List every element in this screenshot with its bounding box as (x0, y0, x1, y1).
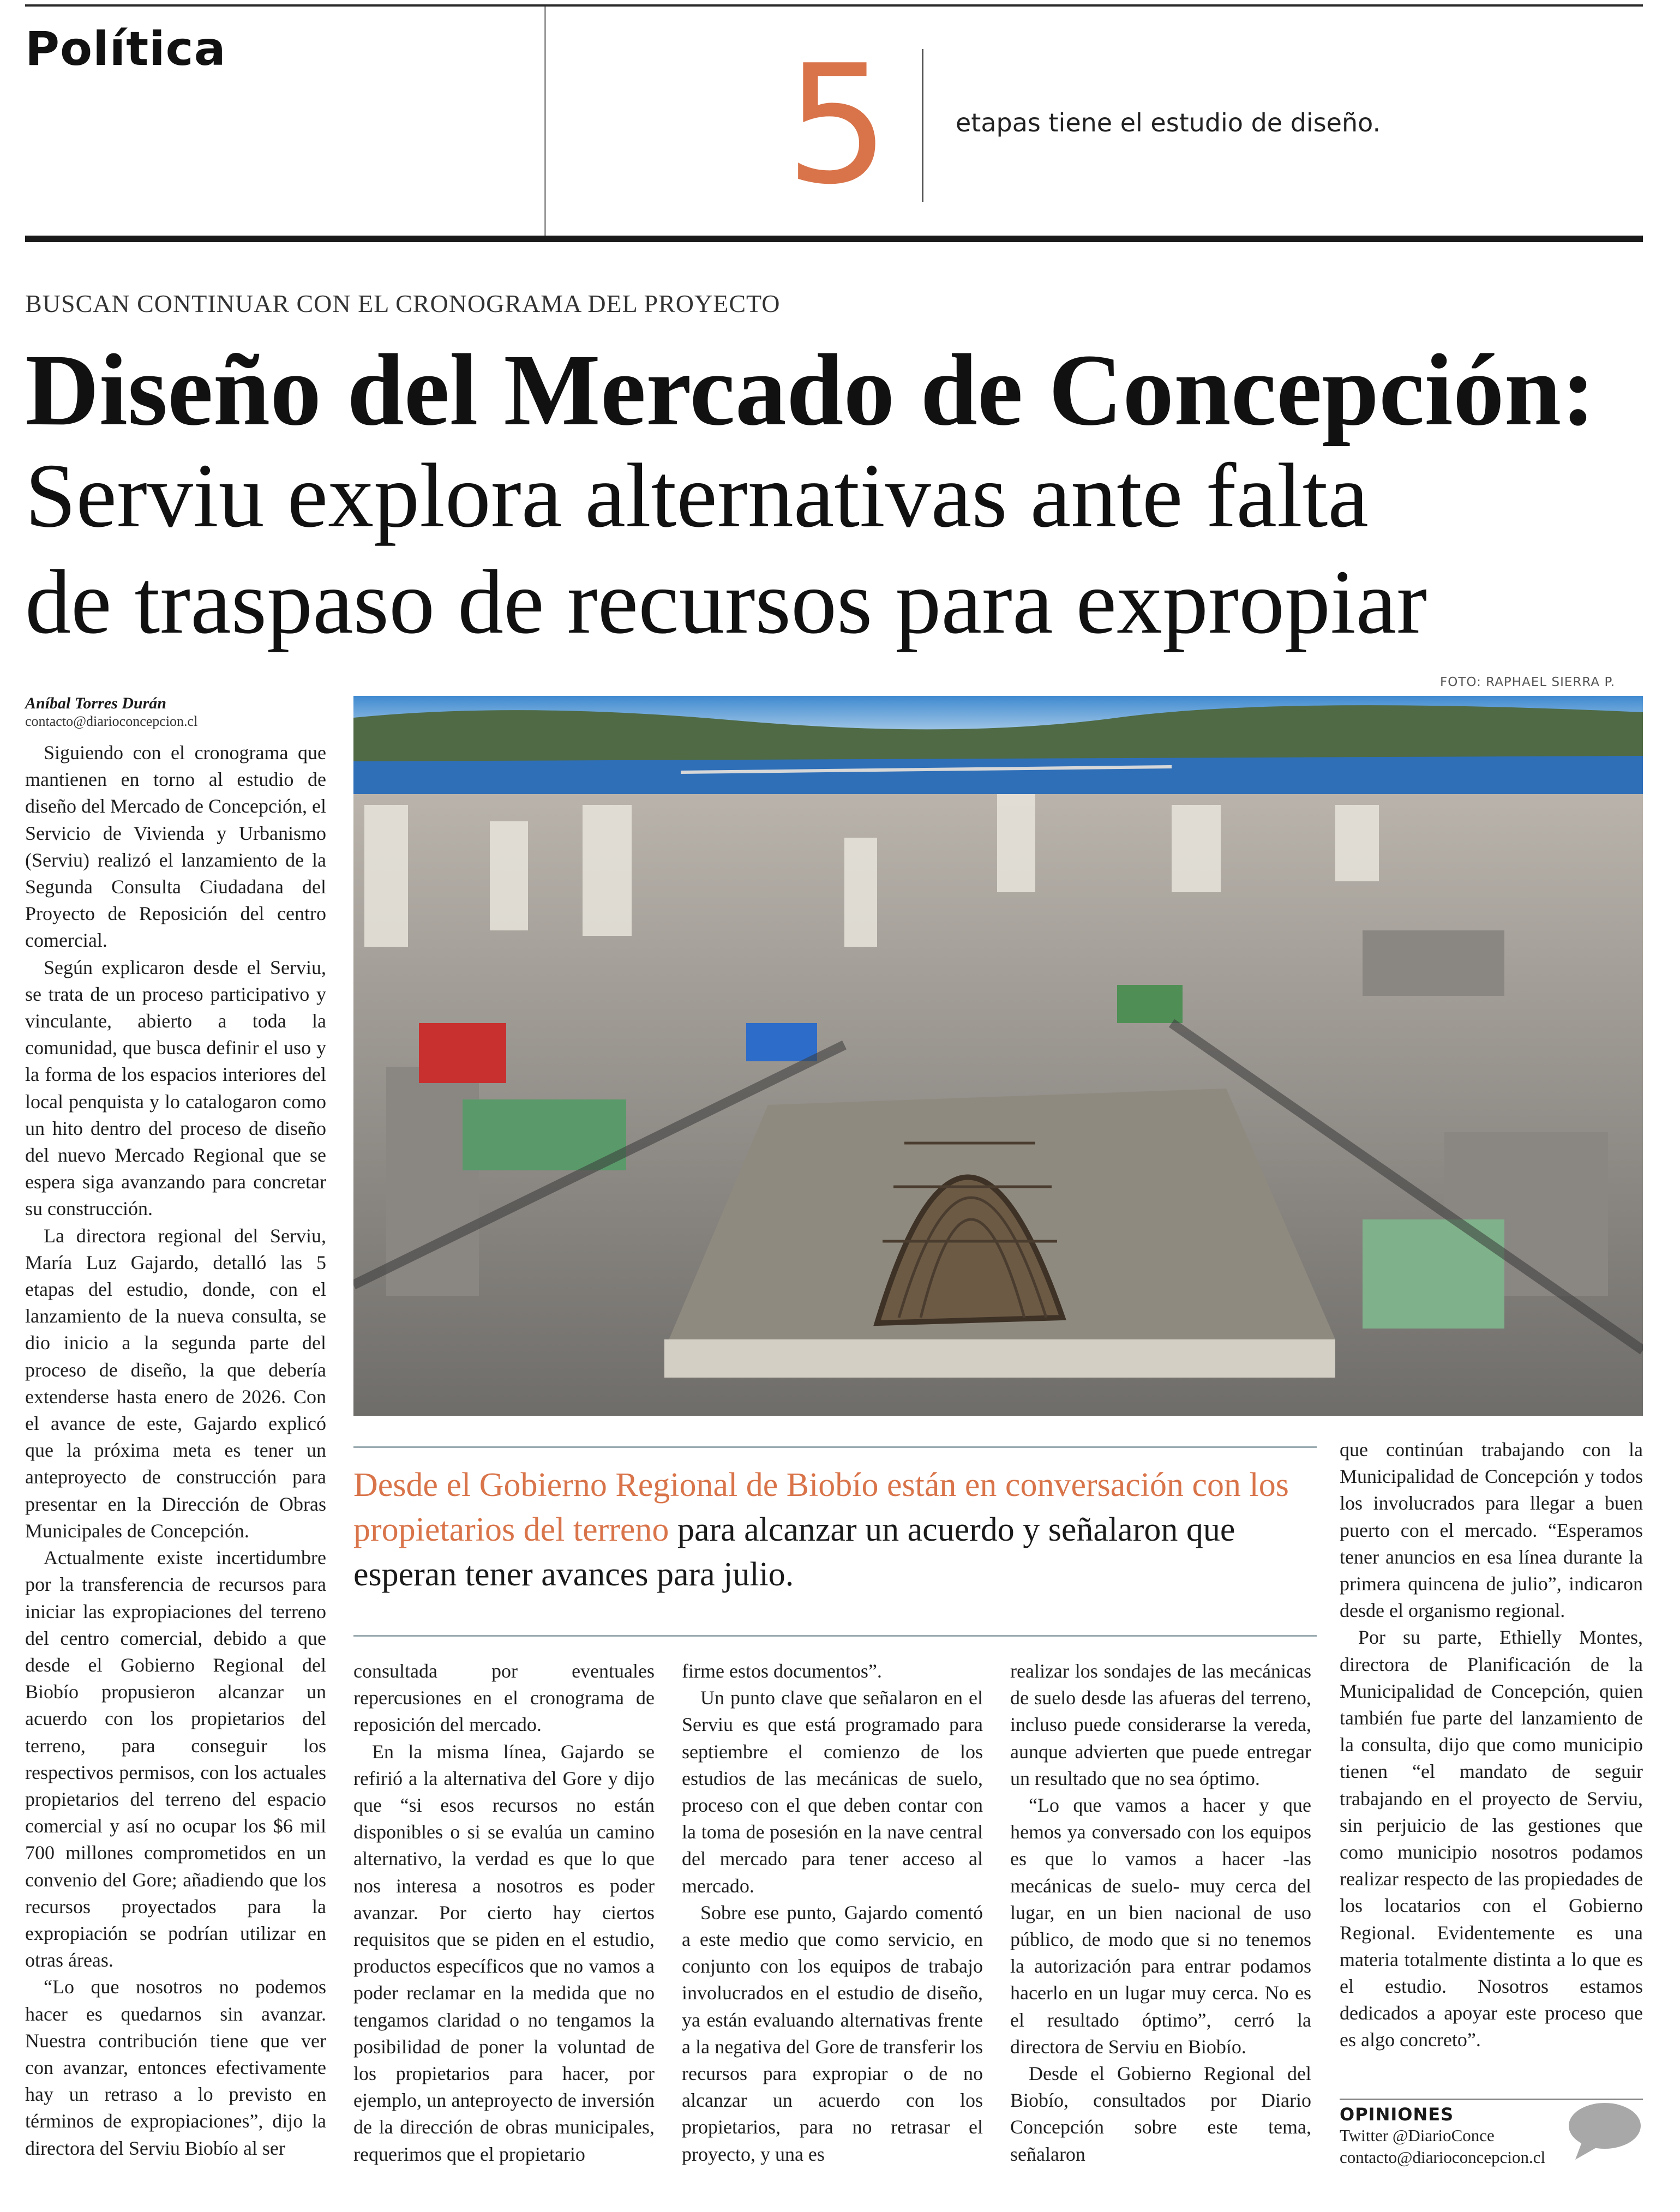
article-column-4 (1010, 1658, 1311, 2168)
article-column-3 (682, 1658, 983, 2168)
pull-quote-rule-bottom (353, 1635, 1317, 1637)
paragraph: Un punto clave que señalaron en el Serviu es que está programado para septiembre el comienzo de los estudios de las mecánicas de suelo, proceso con el que deben contar con la toma de posesión en la nave central del mercado para tener acceso al mercado. (682, 1687, 983, 1897)
author-name: Aníbal Torres Durán (25, 694, 166, 712)
header-rule (25, 236, 1643, 242)
speech-bubble-icon (1565, 2101, 1643, 2165)
paragraph: consultada por eventuales repercusiones en el cronograma de reposición del mercado. (353, 1660, 655, 1736)
paragraph: Sobre ese punto, Gajardo comentó a este medio que como servicio, en conjunto con los equipos de trabajo involucrados en el estudio de diseño, ya están evaluando alternativas frente a la negativa del Gore de transferir los recursos para expropiar o de no alcanzar un acuerdo con los propietarios, para no retrasar el proyecto, y una es (682, 1901, 983, 2165)
headline-sub-line2: de traspaso de recursos para expropiar (25, 551, 1427, 653)
article-column-1 (25, 740, 326, 2162)
headline-main: Diseño del Mercado de Concepción: (25, 333, 1595, 447)
opiniones-rule (1340, 2099, 1643, 2100)
opiniones-twitter[interactable]: Twitter @DiarioConce (1340, 2126, 1495, 2145)
pull-quote (353, 1463, 1319, 1597)
paragraph: que continúan trabajando con la Municipalidad de Concepción y todos los involucrados para llegar a buen puerto con el mercado. “Esperamos tener anuncios en esa línea durante la primera quincena de julio”, indicaron desde el organismo regional. (1340, 1439, 1643, 1622)
paragraph: Desde el Gobierno Regional del Biobío, consultados por Diario Concepción sobre este tema, señalaron (1010, 2063, 1311, 2165)
paragraph: Según explicaron desde el Serviu, se trata de un proceso participativo y vinculante, abierto a toda la comunidad, que busca definir el uso y la forma de los espacios interiores del local penquista y lo catalogaron como un hito dentro del proceso de diseño del nuevo Mercado Regional que se espera siga avanzando para concretar su construcción. (25, 956, 326, 1220)
opiniones-title: OPINIONES (1340, 2104, 1454, 2125)
paragraph: firme estos documentos”. (682, 1660, 882, 1682)
article-column-2 (353, 1658, 655, 2168)
aerial-city-illustration (353, 696, 1643, 1416)
kicker: BUSCAN CONTINUAR CON EL CRONOGRAMA DEL PROYECTO (25, 290, 781, 317)
paragraph: Siguiendo con el cronograma que mantienen en torno al estudio de diseño del Mercado de Concepción, el Servicio de Vivienda y Urbanismo (Serviu) realizó el lanzamiento de la Segunda Consulta Ciudadana del Proyecto de Reposición del centro comercial. (25, 742, 326, 952)
big-number: 5 (785, 30, 890, 220)
big-number-caption: etapas tiene el estudio de diseño. (956, 108, 1381, 137)
paragraph: Actualmente existe incertidumbre por la transferencia de recursos para iniciar las expropiaciones del terreno del centro comercial, debido a que desde el Gobierno Regional del Biobío propusieron alcanzar un acuerdo con los propietarios del terreno, para conseguir los respectivos permisos, con los actuales propietarios del terreno del espacio comercial y así no ocupar los $6 mil 700 millones comprometidos en un convenio del Gore; añadiendo que los recursos proyectados para la expropiación se podrían utilizar en otras áreas. (25, 1547, 326, 1971)
paragraph: En la misma línea, Gajardo se refirió a la alternativa del Gore y dijo que “si esos recursos no están disponibles o si se evalúa un camino alternativo, la verdad es que lo que nos interesa a nosotros es poder avanzar. Por cierto hay ciertos requisitos que se piden en el estudio, productos específicos que no vamos a poder reclamar en la medida que no tengamos claridad o no tengamos la posibilidad de poner la voluntad de los propietarios para hacer, por ejemplo, un anteproyecto de inversión de la dirección de obras municipales, requerimos que el propietario (353, 1740, 655, 2165)
header-divider (544, 7, 546, 236)
paragraph: realizar los sondajes de las mecánicas de suelo desde las afueras del terreno, incluso puede considerarse la vereda, aunque advierten que puede entregar un resultado que no sea óptimo. (1010, 1660, 1311, 1789)
author-email: contacto@diarioconcepcion.cl (25, 713, 198, 729)
byline (25, 694, 331, 730)
headline-sub-line1: Serviu explora alternativas ante falta (25, 445, 1369, 546)
pull-quote-rule-top (353, 1446, 1317, 1448)
opiniones-email[interactable]: contacto@diarioconcepcion.cl (1340, 2148, 1546, 2167)
top-rule (25, 4, 1643, 7)
paragraph: Por su parte, Ethielly Montes, directora de Planificación de la Municipalidad de Concepción, quien también fue parte del lanzamiento de la consulta, dijo que como municipio tienen “el mandato de seguir trabajando en el proyecto de Serviu, sin perjuicio de las gestiones que como municipio nosotros podamos realizar respecto de las propiedades de los locatarios con el Gobierno Regional. Evidentemente es una materia totalmente distinta a lo que es el estudio. Nosotros estamos dedicados a apoyar este proceso que es algo concreto”. (1340, 1626, 1643, 2051)
paragraph: “Lo que nosotros no podemos hacer es quedarnos sin avanzar. Nuestra contribución tiene que ver con avanzar, entonces efectivamente hay un retraso a lo previsto en términos de expropiaciones”, dijo la directora del Serviu Biobío al ser (25, 1976, 326, 2159)
section-title: Política (25, 22, 226, 76)
number-divider (922, 49, 923, 202)
paragraph: “Lo que vamos a hacer y que hemos ya conversado con los equipos es que lo vamos a hacer -las mecánicas de suelo- muy cerca del lugar, en un bien nacional de uso público, de modo que si no tenemos la autorización para entrar podamos hacerlo en un lugar muy cerca. No es el resultado óptimo”, cerró la directora de Serviu en Biobío. (1010, 1794, 1311, 2058)
pull-quote-text: para alcanzar un acuerdo y señalaron que esperan tener avances para julio. (353, 1511, 1235, 1593)
photo-credit: FOTO: RAPHAEL SIERRA P. (1440, 675, 1616, 689)
aerial-photo (353, 696, 1643, 1416)
paragraph: La directora regional del Serviu, María Luz Gajardo, detalló las 5 etapas del estudio, donde, con el lanzamiento de la nueva consulta, se dio inicio a la segunda parte del proceso de diseño, la que debería extenderse hasta enero de 2026. Con el avance de este, Gajardo explicó que la próxima meta es tener un anteproyecto de construcción para presentar en la Dirección de Obras Municipales de Concepción. (25, 1224, 326, 1542)
article-column-5 (1340, 1436, 1643, 2054)
pull-quote-highlight: Desde el Gobierno Regional de Biobío están en conversación con los propietarios del terreno (353, 1466, 1289, 1548)
